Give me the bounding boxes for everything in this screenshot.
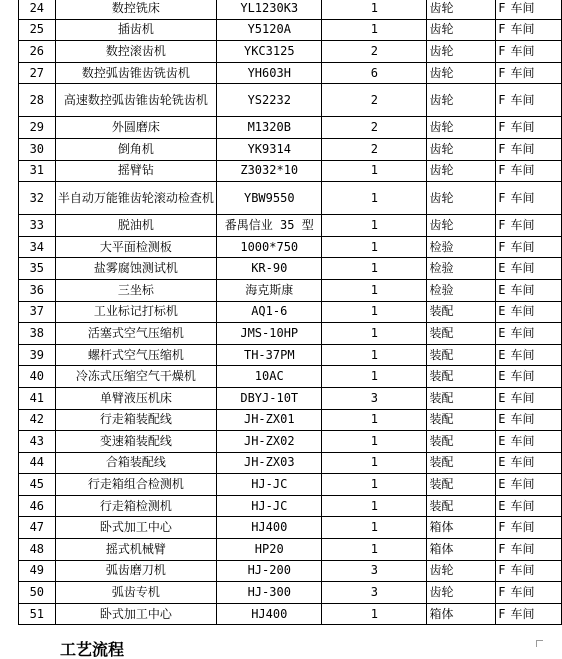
- quantity-cell: 1: [322, 301, 427, 323]
- table-row: [19, 560, 562, 582]
- workshop-letter: F: [498, 120, 506, 135]
- category-cell: 齿轮: [427, 41, 496, 63]
- equipment-name-cell: 盐雾腐蚀测试机: [55, 258, 217, 280]
- quantity-cell: 3: [322, 387, 427, 409]
- category-cell: 齿轮: [427, 62, 496, 84]
- workshop-label: 车间: [510, 412, 535, 427]
- category-cell: 装配: [427, 366, 496, 388]
- workshop-letter: E: [498, 433, 506, 448]
- workshop-cell: [496, 258, 562, 280]
- quantity-cell: 1: [322, 366, 427, 388]
- workshop-label: 车间: [510, 585, 535, 600]
- workshop-label: 车间: [510, 217, 535, 232]
- row-number-cell: 27: [19, 62, 56, 84]
- workshop-cell: [496, 301, 562, 323]
- model-cell: 10AC: [217, 366, 322, 388]
- table-row: [19, 323, 562, 345]
- category-cell: 装配: [427, 452, 496, 474]
- workshop-cell: [496, 19, 562, 41]
- workshop-label: 车间: [510, 325, 535, 340]
- workshop-cell: [496, 236, 562, 258]
- workshop-cell: [496, 323, 562, 345]
- quantity-cell: 1: [322, 182, 427, 215]
- table-row: [19, 258, 562, 280]
- workshop-cell: [496, 182, 562, 215]
- equipment-name-cell: 插齿机: [55, 19, 217, 41]
- row-number-cell: 42: [19, 409, 56, 431]
- row-number-cell: 36: [19, 279, 56, 301]
- table-row: [19, 409, 562, 431]
- workshop-cell: [496, 41, 562, 63]
- quantity-cell: 1: [322, 539, 427, 561]
- table-row: [19, 431, 562, 453]
- workshop-cell: [496, 117, 562, 139]
- model-cell: JH-ZX01: [217, 409, 322, 431]
- workshop-letter: E: [498, 369, 506, 384]
- workshop-letter: F: [498, 0, 506, 15]
- workshop-label: 车间: [510, 477, 535, 492]
- workshop-letter: E: [498, 498, 506, 513]
- workshop-cell: [496, 431, 562, 453]
- model-cell: JH-ZX03: [217, 452, 322, 474]
- equipment-name-cell: 大平面检测板: [55, 236, 217, 258]
- workshop-letter: F: [498, 65, 506, 80]
- workshop-cell: [496, 160, 562, 182]
- workshop-label: 车间: [510, 369, 535, 384]
- model-cell: TH-37PM: [217, 344, 322, 366]
- table-row: [19, 160, 562, 182]
- quantity-cell: 1: [322, 431, 427, 453]
- equipment-name-cell: 脱油机: [55, 215, 217, 237]
- category-cell: 箱体: [427, 517, 496, 539]
- workshop-label: 车间: [510, 520, 535, 535]
- workshop-letter: F: [498, 217, 506, 232]
- model-cell: JMS-10HP: [217, 323, 322, 345]
- workshop-letter: F: [498, 22, 506, 37]
- workshop-letter: F: [498, 239, 506, 254]
- model-cell: JH-ZX02: [217, 431, 322, 453]
- table-row: [19, 138, 562, 160]
- equipment-name-cell: 摇式机械臂: [55, 539, 217, 561]
- workshop-label: 车间: [510, 304, 535, 319]
- equipment-name-cell: 行走箱组合检测机: [55, 474, 217, 496]
- paragraph-corner-mark: [536, 640, 543, 647]
- row-number-cell: 33: [19, 215, 56, 237]
- row-number-cell: 29: [19, 117, 56, 139]
- row-number-cell: 37: [19, 301, 56, 323]
- workshop-label: 车间: [510, 347, 535, 362]
- workshop-label: 车间: [510, 498, 535, 513]
- model-cell: HJ400: [217, 517, 322, 539]
- model-cell: AQ1-6: [217, 301, 322, 323]
- model-cell: HJ400: [217, 603, 322, 625]
- workshop-cell: [496, 474, 562, 496]
- workshop-label: 车间: [510, 0, 535, 15]
- equipment-table: [18, 0, 562, 625]
- equipment-name-cell: 卧式加工中心: [55, 603, 217, 625]
- model-cell: 1000*750: [217, 236, 322, 258]
- workshop-letter: E: [498, 261, 506, 276]
- quantity-cell: 1: [322, 160, 427, 182]
- workshop-label: 车间: [510, 43, 535, 58]
- row-number-cell: 35: [19, 258, 56, 280]
- category-cell: 装配: [427, 301, 496, 323]
- quantity-cell: 6: [322, 62, 427, 84]
- workshop-label: 车间: [510, 606, 535, 621]
- row-number-cell: 28: [19, 84, 56, 117]
- category-cell: 装配: [427, 323, 496, 345]
- quantity-cell: 1: [322, 517, 427, 539]
- model-cell: YS2232: [217, 84, 322, 117]
- workshop-cell: [496, 495, 562, 517]
- equipment-name-cell: 数控铣床: [55, 0, 217, 19]
- row-number-cell: 45: [19, 474, 56, 496]
- table-row: [19, 19, 562, 41]
- quantity-cell: 1: [322, 409, 427, 431]
- row-number-cell: 47: [19, 517, 56, 539]
- category-cell: 箱体: [427, 539, 496, 561]
- workshop-cell: [496, 138, 562, 160]
- table-row: [19, 236, 562, 258]
- category-cell: 检验: [427, 236, 496, 258]
- row-number-cell: 30: [19, 138, 56, 160]
- category-cell: 检验: [427, 279, 496, 301]
- table-row: [19, 452, 562, 474]
- workshop-letter: F: [498, 190, 506, 205]
- category-cell: 齿轮: [427, 19, 496, 41]
- quantity-cell: 1: [322, 236, 427, 258]
- row-number-cell: 38: [19, 323, 56, 345]
- table-row: [19, 215, 562, 237]
- model-cell: HJ-JC: [217, 474, 322, 496]
- equipment-name-cell: 半自动万能锥齿轮滚动检查机: [55, 182, 217, 215]
- workshop-letter: F: [498, 606, 506, 621]
- model-cell: 番禺信业 35 型: [217, 215, 322, 237]
- workshop-label: 车间: [510, 163, 535, 178]
- category-cell: 齿轮: [427, 182, 496, 215]
- quantity-cell: 3: [322, 560, 427, 582]
- table-row: [19, 387, 562, 409]
- workshop-cell: [496, 84, 562, 117]
- equipment-name-cell: 行走箱检测机: [55, 495, 217, 517]
- workshop-letter: F: [498, 541, 506, 556]
- quantity-cell: 1: [322, 215, 427, 237]
- table-row: [19, 366, 562, 388]
- table-row: [19, 495, 562, 517]
- category-cell: 齿轮: [427, 0, 496, 19]
- category-cell: 齿轮: [427, 560, 496, 582]
- model-cell: KR-90: [217, 258, 322, 280]
- category-cell: 检验: [427, 258, 496, 280]
- workshop-letter: E: [498, 390, 506, 405]
- model-cell: 海克斯康: [217, 279, 322, 301]
- table-row: [19, 517, 562, 539]
- row-number-cell: 41: [19, 387, 56, 409]
- workshop-label: 车间: [510, 141, 535, 156]
- model-cell: YBW9550: [217, 182, 322, 215]
- workshop-cell: [496, 517, 562, 539]
- table-row: [19, 41, 562, 63]
- model-cell: HJ-200: [217, 560, 322, 582]
- workshop-label: 车间: [510, 22, 535, 37]
- category-cell: 齿轮: [427, 215, 496, 237]
- table-row: [19, 84, 562, 117]
- equipment-name-cell: 三坐标: [55, 279, 217, 301]
- row-number-cell: 50: [19, 582, 56, 604]
- row-number-cell: 39: [19, 344, 56, 366]
- equipment-name-cell: 数控滚齿机: [55, 41, 217, 63]
- table-row: [19, 539, 562, 561]
- equipment-name-cell: 工业标记打标机: [55, 301, 217, 323]
- category-cell: 箱体: [427, 603, 496, 625]
- model-cell: Z3032*10: [217, 160, 322, 182]
- workshop-label: 车间: [510, 282, 535, 297]
- equipment-name-cell: 行走箱装配线: [55, 409, 217, 431]
- row-number-cell: 51: [19, 603, 56, 625]
- quantity-cell: 1: [322, 452, 427, 474]
- quantity-cell: 3: [322, 582, 427, 604]
- category-cell: 齿轮: [427, 582, 496, 604]
- workshop-letter: E: [498, 282, 506, 297]
- quantity-cell: 1: [322, 603, 427, 625]
- table-row: [19, 301, 562, 323]
- equipment-name-cell: 弧齿磨刀机: [55, 560, 217, 582]
- equipment-table-body: [19, 0, 562, 625]
- workshop-label: 车间: [510, 563, 535, 578]
- workshop-label: 车间: [510, 541, 535, 556]
- row-number-cell: 43: [19, 431, 56, 453]
- category-cell: 齿轮: [427, 84, 496, 117]
- table-row: [19, 474, 562, 496]
- workshop-cell: [496, 582, 562, 604]
- workshop-letter: E: [498, 304, 506, 319]
- workshop-label: 车间: [510, 120, 535, 135]
- workshop-cell: [496, 62, 562, 84]
- row-number-cell: 48: [19, 539, 56, 561]
- equipment-name-cell: 卧式加工中心: [55, 517, 217, 539]
- category-cell: 齿轮: [427, 138, 496, 160]
- workshop-label: 车间: [510, 65, 535, 80]
- model-cell: HJ-JC: [217, 495, 322, 517]
- quantity-cell: 1: [322, 344, 427, 366]
- category-cell: 齿轮: [427, 117, 496, 139]
- equipment-name-cell: 冷冻式压缩空气干燥机: [55, 366, 217, 388]
- row-number-cell: 31: [19, 160, 56, 182]
- model-cell: HP20: [217, 539, 322, 561]
- workshop-letter: F: [498, 43, 506, 58]
- category-cell: 装配: [427, 409, 496, 431]
- category-cell: 齿轮: [427, 160, 496, 182]
- category-cell: 装配: [427, 431, 496, 453]
- next-section-heading: 工艺流程: [60, 640, 125, 659]
- workshop-letter: F: [498, 92, 506, 107]
- model-cell: DBYJ-10T: [217, 387, 322, 409]
- workshop-cell: [496, 452, 562, 474]
- table-row: [19, 182, 562, 215]
- quantity-cell: 1: [322, 19, 427, 41]
- equipment-name-cell: 数控弧齿锥齿铣齿机: [55, 62, 217, 84]
- workshop-label: 车间: [510, 433, 535, 448]
- quantity-cell: 1: [322, 258, 427, 280]
- workshop-cell: [496, 409, 562, 431]
- equipment-name-cell: 合箱装配线: [55, 452, 217, 474]
- table-row: [19, 603, 562, 625]
- workshop-letter: E: [498, 347, 506, 362]
- workshop-letter: F: [498, 585, 506, 600]
- model-cell: HJ-300: [217, 582, 322, 604]
- workshop-cell: [496, 539, 562, 561]
- workshop-cell: [496, 215, 562, 237]
- workshop-label: 车间: [510, 190, 535, 205]
- workshop-letter: E: [498, 325, 506, 340]
- workshop-letter: F: [498, 163, 506, 178]
- table-row: [19, 582, 562, 604]
- quantity-cell: 1: [322, 495, 427, 517]
- workshop-letter: E: [498, 455, 506, 470]
- category-cell: 装配: [427, 495, 496, 517]
- quantity-cell: 2: [322, 84, 427, 117]
- workshop-letter: F: [498, 520, 506, 535]
- workshop-cell: [496, 344, 562, 366]
- row-number-cell: 40: [19, 366, 56, 388]
- workshop-letter: F: [498, 141, 506, 156]
- category-cell: 装配: [427, 474, 496, 496]
- workshop-cell: [496, 279, 562, 301]
- table-row: [19, 117, 562, 139]
- equipment-name-cell: 外圆磨床: [55, 117, 217, 139]
- quantity-cell: 1: [322, 279, 427, 301]
- quantity-cell: 1: [322, 474, 427, 496]
- workshop-label: 车间: [510, 455, 535, 470]
- row-number-cell: 49: [19, 560, 56, 582]
- workshop-label: 车间: [510, 261, 535, 276]
- row-number-cell: 32: [19, 182, 56, 215]
- model-cell: YK9314: [217, 138, 322, 160]
- category-cell: 装配: [427, 387, 496, 409]
- workshop-cell: [496, 366, 562, 388]
- workshop-letter: F: [498, 563, 506, 578]
- workshop-label: 车间: [510, 92, 535, 107]
- table-row: [19, 62, 562, 84]
- quantity-cell: 2: [322, 138, 427, 160]
- row-number-cell: 25: [19, 19, 56, 41]
- table-row: [19, 344, 562, 366]
- row-number-cell: 26: [19, 41, 56, 63]
- quantity-cell: 1: [322, 0, 427, 19]
- row-number-cell: 24: [19, 0, 56, 19]
- workshop-label: 车间: [510, 390, 535, 405]
- model-cell: YKC3125: [217, 41, 322, 63]
- workshop-cell: [496, 560, 562, 582]
- workshop-cell: [496, 387, 562, 409]
- row-number-cell: 44: [19, 452, 56, 474]
- quantity-cell: 2: [322, 117, 427, 139]
- row-number-cell: 34: [19, 236, 56, 258]
- category-cell: 装配: [427, 344, 496, 366]
- table-row: [19, 279, 562, 301]
- equipment-name-cell: 变速箱装配线: [55, 431, 217, 453]
- equipment-name-cell: 活塞式空气压缩机: [55, 323, 217, 345]
- equipment-name-cell: 单臂液压机床: [55, 387, 217, 409]
- equipment-name-cell: 高速数控弧齿锥齿轮铣齿机: [55, 84, 217, 117]
- model-cell: Y5120A: [217, 19, 322, 41]
- equipment-name-cell: 螺杆式空气压缩机: [55, 344, 217, 366]
- workshop-letter: E: [498, 477, 506, 492]
- model-cell: YH603H: [217, 62, 322, 84]
- row-number-cell: 46: [19, 495, 56, 517]
- equipment-name-cell: 摇臂钻: [55, 160, 217, 182]
- quantity-cell: 2: [322, 41, 427, 63]
- workshop-letter: E: [498, 412, 506, 427]
- equipment-name-cell: 弧齿专机: [55, 582, 217, 604]
- workshop-label: 车间: [510, 239, 535, 254]
- equipment-name-cell: 倒角机: [55, 138, 217, 160]
- model-cell: M1320B: [217, 117, 322, 139]
- workshop-cell: [496, 0, 562, 19]
- quantity-cell: 1: [322, 323, 427, 345]
- model-cell: YL1230K3: [217, 0, 322, 19]
- workshop-cell: [496, 603, 562, 625]
- table-row: [19, 0, 562, 19]
